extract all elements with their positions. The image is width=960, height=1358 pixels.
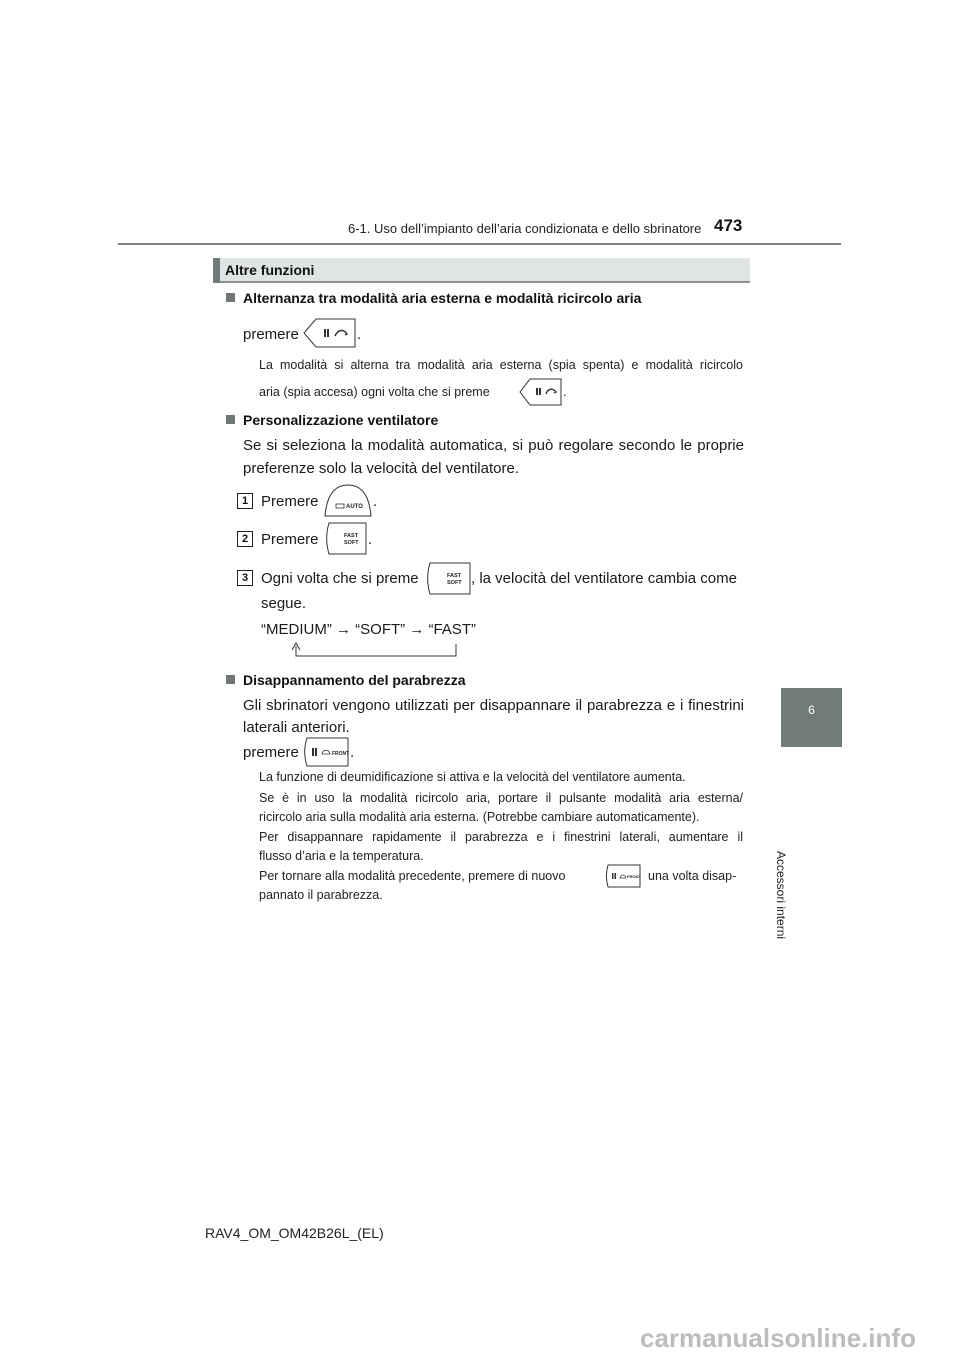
- step2-text: Premere: [261, 531, 319, 548]
- defog-note-3: ricircolo aria sulla modalità aria esterna. (Potrebbe cambiare automaticamente).: [259, 810, 700, 824]
- chapter-number: 6: [808, 703, 815, 717]
- defog-note-6: Per tornare alla modalità precedente, premere di nuovo: [259, 869, 566, 883]
- section-title-bar: [213, 258, 750, 283]
- soft-label: SOFT: [344, 540, 359, 546]
- recirc-note-line2: aria (spia accesa) ogni volta che si preme: [259, 385, 490, 399]
- recirc-button-icon-small: [518, 378, 560, 404]
- front-defog-button-icon: [303, 737, 347, 765]
- step3-line2: segue.: [261, 595, 307, 612]
- recirc-instruction-end: .: [357, 326, 362, 343]
- defog-heading: Disappannamento del parabrezza: [226, 672, 466, 688]
- soft-label: SOFT: [447, 580, 462, 586]
- cycle-return-arrow: [286, 640, 458, 662]
- heading-square-icon: [226, 293, 235, 302]
- manual-code-footer: RAV4_OM_OM42B26L_(EL): [205, 1225, 384, 1241]
- front-label: FRONT: [627, 874, 641, 879]
- defog-note-6-end: una volta disap-: [648, 869, 737, 883]
- defog-body-line1: Gli sbrinatori vengono utilizzati per disappannare il parabrezza e i finestrini: [243, 697, 744, 714]
- fan-body-line2: preferenze solo la velocità del ventilatore.: [243, 460, 519, 477]
- step2-end: .: [368, 531, 373, 548]
- fan-heading: Personalizzazione ventilatore: [226, 412, 438, 428]
- page-number: 473: [714, 216, 743, 235]
- defog-note-1: La funzione di deumidificazione si attiva e la velocità del ventilatore aumenta.: [259, 770, 686, 784]
- heading-square-icon: [226, 675, 235, 684]
- front-label: FRONT: [332, 751, 349, 757]
- recirc-instruction: premere: [243, 326, 299, 343]
- recirc-note-end: .: [563, 385, 567, 399]
- header-rule: [118, 243, 841, 245]
- auto-button-icon: [324, 484, 370, 515]
- chapter-tab: [781, 688, 842, 747]
- defog-note-4: Per disappannare rapidamente il parabrezza e i finestrini laterali, aumentare il: [259, 830, 743, 844]
- auto-label: AUTO: [346, 504, 363, 510]
- watermark: carmanualsonline.info: [640, 1323, 916, 1353]
- step-number-3: 3: [237, 570, 253, 586]
- heading-square-icon: [226, 415, 235, 424]
- recirc-note-line1: La modalità si alterna tra modalità aria esterna (spia spenta) e modalità ricircolo: [259, 358, 743, 372]
- fast-soft-button-icon-2: [426, 562, 469, 593]
- chapter-title: Accessori interni: [774, 851, 788, 940]
- fast-soft-button-icon: [325, 522, 365, 553]
- fast-label: FAST: [344, 533, 359, 539]
- step-number-1: 1: [237, 493, 253, 509]
- defog-note-2: Se è in uso la modalità ricircolo aria, portare il pulsante modalità aria esterna/: [259, 791, 743, 805]
- running-header: 6-1. Uso dell’impianto dell’aria condizionata e dello sbrinatore: [348, 221, 702, 236]
- fan-body-line1: Se si seleziona la modalità automatica, si può regolare secondo le proprie: [243, 437, 744, 454]
- step-number-2: 2: [237, 531, 253, 547]
- fast-label: FAST: [447, 573, 462, 579]
- step3-text: Ogni volta che si preme: [261, 570, 419, 587]
- defog-note-5: flusso d’aria e la temperatura.: [259, 849, 424, 863]
- step1-text: Premere: [261, 493, 319, 510]
- section-accent: [213, 258, 220, 283]
- defog-instruction-end: .: [350, 744, 355, 761]
- recirc-heading: Alternanza tra modalità aria esterna e modalità ricircolo aria: [226, 290, 641, 306]
- defog-instruction: premere: [243, 744, 299, 761]
- fan-cycle-sequence: “MEDIUM” → “SOFT” → “FAST”: [261, 621, 476, 638]
- defog-note-7: pannato il parabrezza.: [259, 888, 383, 902]
- recirc-button-icon: [302, 318, 354, 346]
- defog-body-line2: laterali anteriori.: [243, 719, 350, 736]
- step3-continuation: , la velocità del ventilatore cambia come: [471, 570, 737, 587]
- section-title: Altre funzioni: [225, 262, 315, 278]
- step1-end: .: [373, 493, 378, 510]
- chapter-title-vertical: [774, 755, 806, 940]
- front-defog-button-icon-small: [605, 864, 639, 886]
